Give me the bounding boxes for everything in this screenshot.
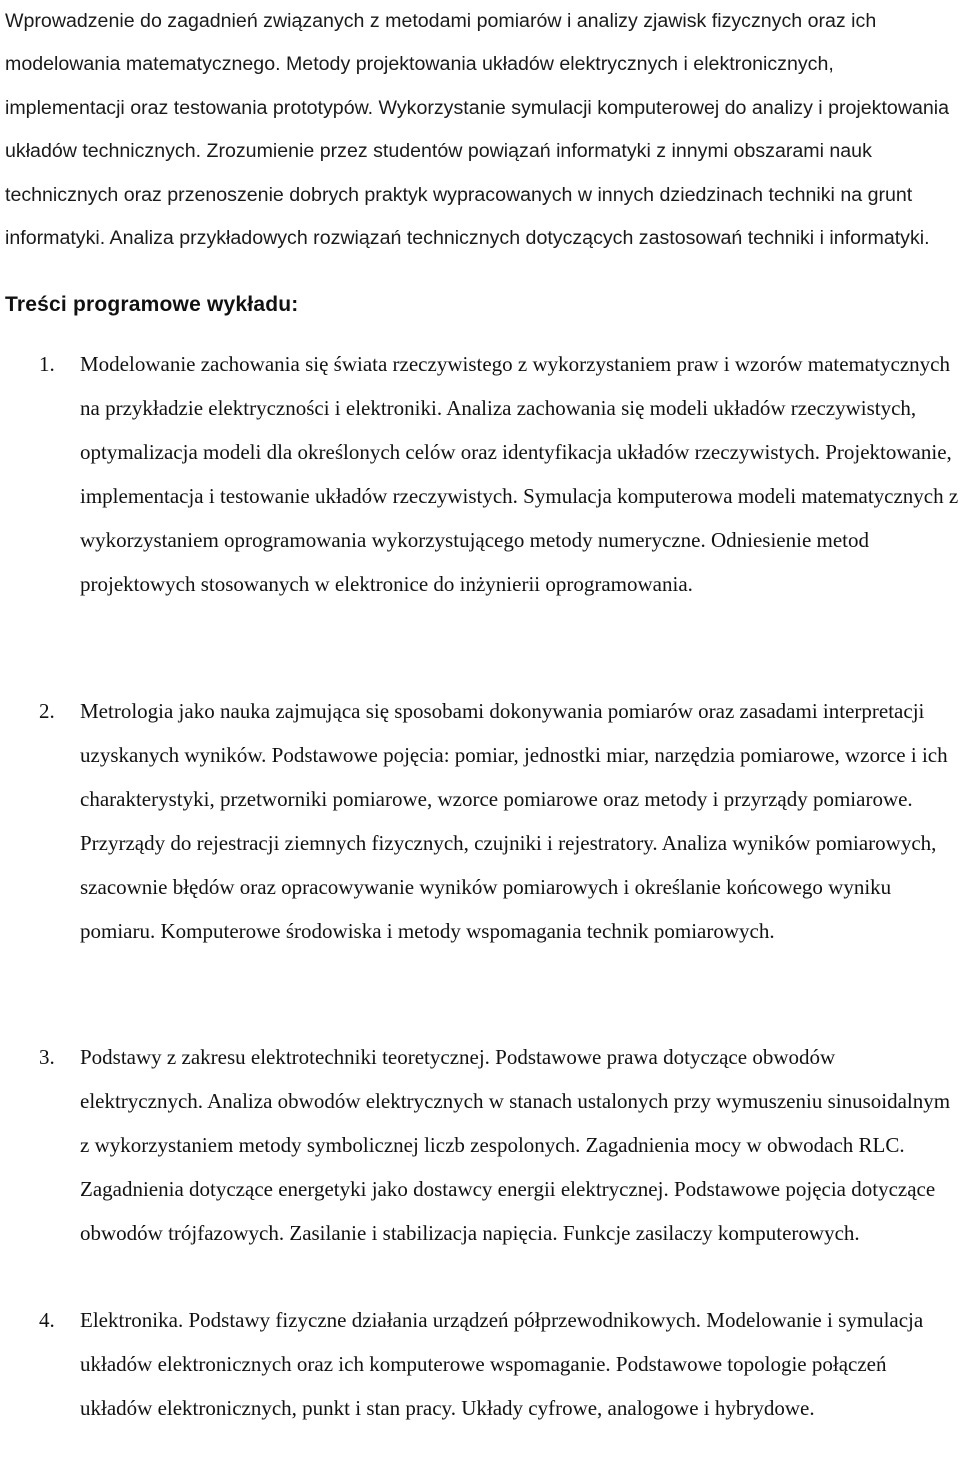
list-item-number: 4. xyxy=(39,1308,55,1332)
intro-paragraph: Wprowadzenie do zagadnień związanych z metodami pomiarów i analizy zjawisk fizycznych oraz ich modelowania matematycznego. Metody projektowania układów elektrycznych i elektronicznych, implementacji oraz testowania prototypów. Wykorzystanie symulacji komputerowej do analizy i projektowania układów technicznych. Zrozumienie przez studentów powiązań informatyki z innymi obszarami nauk technicznych oraz przenoszenie dobrych praktyk wypracowanych w innych dziedzinach techniki na grunt informatyki. Analiza przykładowych rozwiązań technicznych dotyczących zastosowań techniki i informatyki. xyxy=(5,10,950,250)
list-item-text: Podstawy z zakresu elektrotechniki teoretycznej. Podstawowe prawa dotyczące obwodów elektrycznych. Analiza obwodów elektrycznych w stanach ustalonych przy wymuszeniu sinusoidalnym z wykorzystaniem metody symbolicznej liczb zespolonych. Zagadnienia mocy w obwodach RLC. Zagadnienia dotyczące energetyki jako dostawcy energii elektrycznej. Podstawowe pojęcia dotyczące obwodów trójfazowych. Zasilanie i stabilizacja napięcia. Funkcje zasilaczy komputerowych. xyxy=(80,1045,951,1246)
list-item-text: Modelowanie zachowania się świata rzeczywistego z wykorzystaniem praw i wzorów matematycznych na przykładzie elektryczności i elektroniki. Analiza zachowania się modeli układów rzeczywistych, optymalizacja modeli dla określonych celów oraz identyfikacja układów rzeczywistych. Projektowanie, implementacja i testowanie układów rzeczywistych. Symulacja komputerowa modeli matematycznych z wykorzystaniem oprogramowania wykorzystującego metody numeryczne. Odniesienie metod projektowych stosowanych w elektronice do inżynierii oprogramowania. xyxy=(80,352,959,597)
list-item-text: Elektronika. Podstawy fizyczne działania urządzeń półprzewodnikowych. Modelowanie i symulacja układów elektronicznych oraz ich komputerowe wspomaganie. Podstawowe topologie połączeń układów elektronicznych, punkt i stan pracy. Układy cyfrowe, analogowe i hybrydowe. xyxy=(80,1308,924,1421)
list-item-text: Metrologia jako nauka zajmująca się sposobami dokonywania pomiarów oraz zasadami interpretacji uzyskanych wyników. Podstawowe pojęcia: pomiar, jednostki miar, narzędzia pomiarowe, wzorce i ich charakterystyki, przetworniki pomiarowe, wzorce pomiarowe oraz metody i przyrządy pomiarowe. Przyrządy do rejestracji ziemnych fizycznych, czujniki i rejestratory. Analiza wyników pomiarowych, szacownie błędów oraz opracowywanie wyników pomiarowych i określanie końcowego wyniku pomiaru. Komputerowe środowiska i metody wspomagania technik pomiarowych. xyxy=(80,699,948,944)
section-heading: Treści programowe wykładu: xyxy=(5,293,299,316)
list-item-number: 1. xyxy=(39,352,55,376)
list-item-number: 2. xyxy=(39,699,55,723)
list-item-number: 3. xyxy=(39,1045,55,1069)
